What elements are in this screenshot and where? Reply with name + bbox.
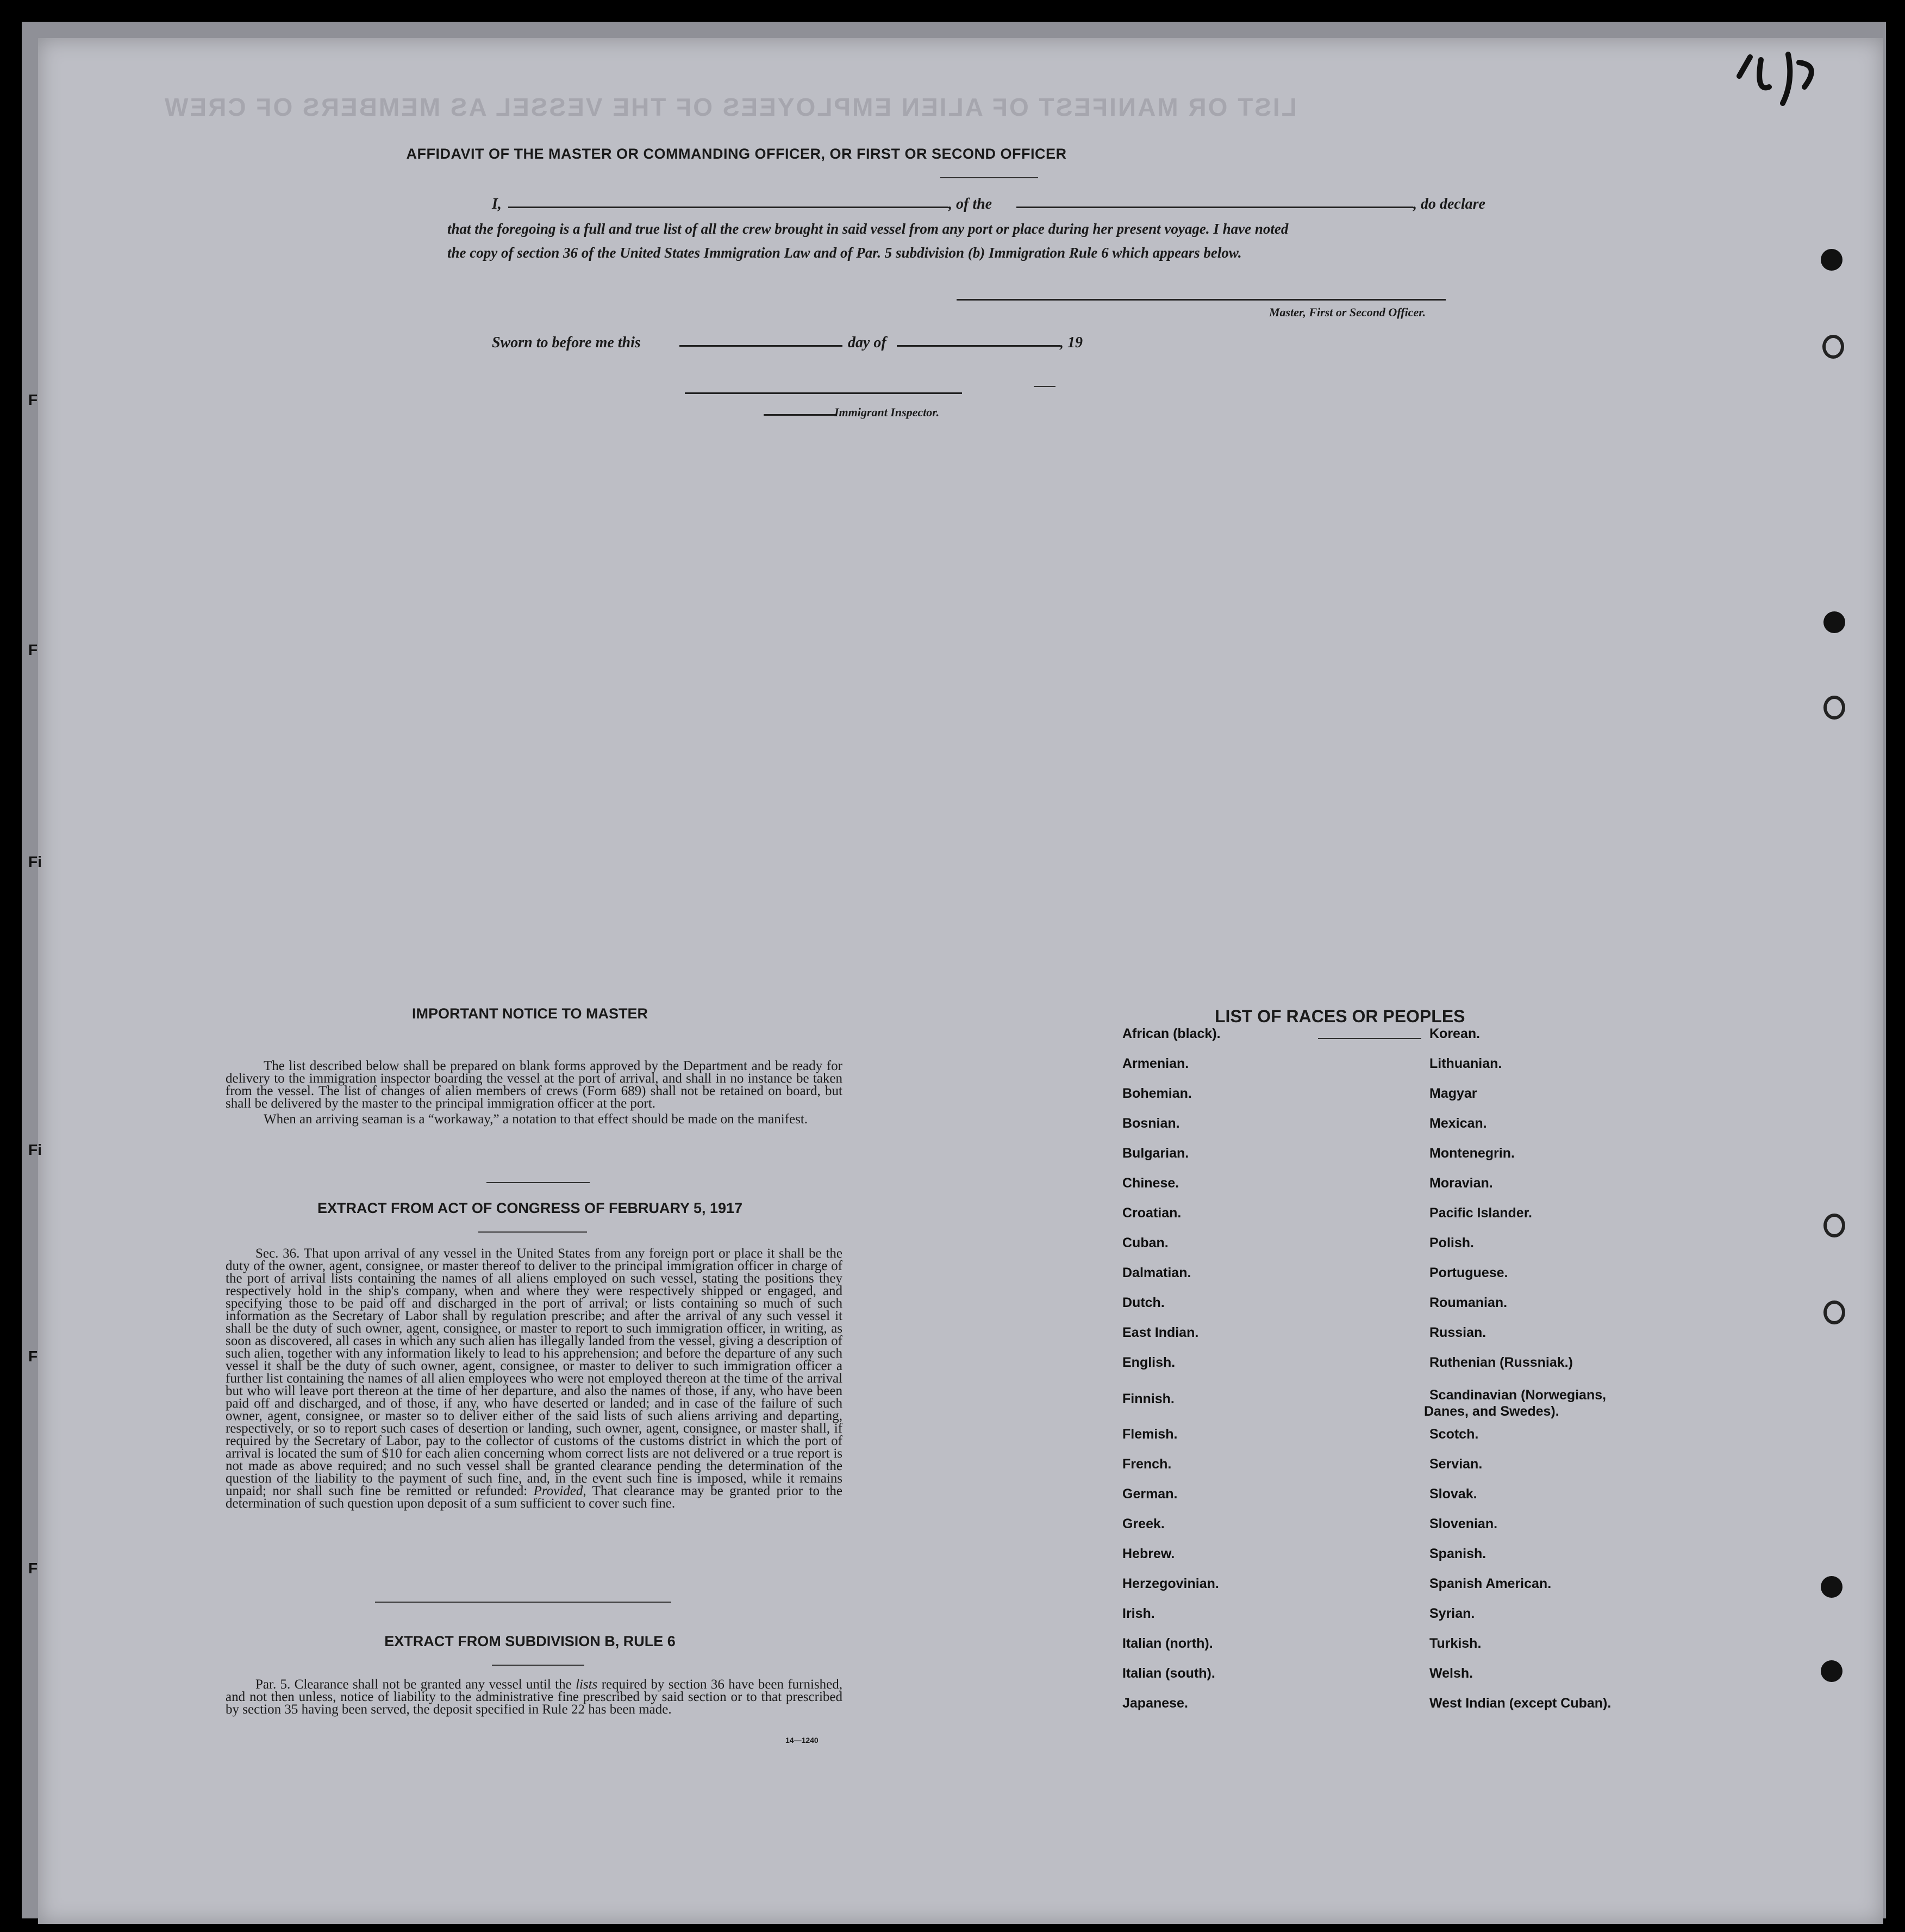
- affidavit-i: I,: [492, 196, 502, 212]
- race-item: Dutch.: [1122, 1295, 1165, 1310]
- race-item: Turkish.: [1429, 1636, 1482, 1651]
- punch-hole: [1823, 1214, 1845, 1237]
- race-item: Ruthenian (Russniak.): [1429, 1355, 1573, 1370]
- race-item: Montenegrin.: [1429, 1146, 1515, 1161]
- extract-act-underline: [478, 1231, 587, 1233]
- sec-36-text: [226, 1247, 842, 1510]
- sworn-month-blank[interactable]: [897, 345, 1060, 347]
- race-item: Bosnian.: [1122, 1116, 1180, 1131]
- race-item: Pacific Islander.: [1429, 1205, 1532, 1221]
- race-item: Spanish American.: [1429, 1576, 1552, 1591]
- officer-signature-line[interactable]: [957, 299, 1446, 301]
- race-item: Lithuanian.: [1429, 1056, 1502, 1071]
- margin-mark: F: [28, 641, 38, 658]
- race-item: Chinese.: [1122, 1176, 1179, 1191]
- race-item: German.: [1122, 1486, 1178, 1502]
- race-item: Welsh.: [1429, 1666, 1473, 1681]
- race-item: African (black).: [1122, 1026, 1221, 1041]
- race-item: Japanese.: [1122, 1696, 1188, 1711]
- inspector-short-line: [764, 414, 837, 416]
- race-item: Greek.: [1122, 1516, 1165, 1531]
- race-item: Armenian.: [1122, 1056, 1189, 1071]
- race-item: Croatian.: [1122, 1205, 1182, 1221]
- race-item: Mexican.: [1429, 1116, 1487, 1131]
- race-item: Herzegovinian.: [1122, 1576, 1219, 1591]
- race-item: Cuban.: [1122, 1235, 1169, 1251]
- notice-divider: [486, 1182, 590, 1183]
- sworn-prefix: Sworn to before me this: [492, 334, 641, 351]
- sec-36-end: That clearance may be granted prior to the determination of such question upon deposit of a sum sufficient to cover such fine.: [226, 1484, 842, 1511]
- race-item: Italian (north).: [1122, 1636, 1213, 1651]
- race-item: Scandinavian (Norwegians,: [1429, 1387, 1607, 1403]
- handwritten-mark-icon: [1728, 43, 1826, 109]
- sec-36-body: That upon arrival of any vessel in the United States from any foreign port or place it shall be the duty of the owner, agent, consignee, or master thereof to deliver to the principal immigration officer in charge of the port of arrival lists containing the names of all aliens employed on such vessel, stating the positions they respectively hold in the ship's company, when and where they were respectively shipped or engaged, and specifying those to be paid off and discharged in the port of arrival; or lists containing so much of such information as the Secretary of Labor shall by regulation prescribe; and after the arrival of any such vessel it shall be the duty of such owner, agent, consignee, or master to report to such immigration officer, in writing, as soon as discovered, all cases in which any such alien has illegally landed from the vessel, giving a description of such alien, together with any information likely to lead to his apprehension; and before the departure of any such vessel it shall be the duty of such owner, agent, consignee, or master to deliver to such immigration officer a further list containing the names of all alien employees who were not employed thereon at the time of the arrival but who will leave port thereon at the time of her departure, and also the names of those, if any, who have been paid off and discharged, and of those, if any, who have deserted or landed; and in case of the failure of such owner, agent, consignee, or master so to deliver either of the said lists of such aliens arriving and departing, respectively, or so to report such cases of desertion or landing, such owner, agent, consignee, or master shall, if required by the Secretary of Labor, pay to the collector of customs of the customs district in which the port of arrival is located the sum of $10 for each alien concerning whom correct lists are not delivered or a true report is not made as above required; and no such vessel shall be granted clearance pending the determination of the question of the liability to the payment of such fine, and, in the event such fine is imposed, while it remains unpaid; nor shall such fine be remitted or refunded:: [226, 1246, 842, 1498]
- races-underline: [1318, 1038, 1421, 1039]
- sworn-day-blank[interactable]: [679, 345, 842, 347]
- extract-rule-underline: [492, 1665, 584, 1666]
- extract-act-title: EXTRACT FROM ACT OF CONGRESS OF FEBRUARY 5, 1917: [317, 1200, 743, 1216]
- notice-title: IMPORTANT NOTICE TO MASTER: [412, 1005, 648, 1022]
- sworn-day-of: day of: [848, 334, 886, 351]
- race-item: East Indian.: [1122, 1325, 1199, 1340]
- race-item: Irish.: [1122, 1606, 1155, 1621]
- race-item: Servian.: [1429, 1456, 1483, 1472]
- race-item: Spanish.: [1429, 1546, 1486, 1561]
- margin-mark: F: [28, 1348, 38, 1365]
- document-page: [38, 38, 1883, 1924]
- notice-body: [226, 1060, 842, 1126]
- race-item: Scotch.: [1429, 1427, 1479, 1442]
- sec-label: Sec. 36.: [255, 1246, 300, 1261]
- race-item: Syrian.: [1429, 1606, 1475, 1621]
- margin-mark: Fi: [28, 853, 42, 870]
- races-title: LIST OF RACES OR PEOPLES: [1215, 1006, 1465, 1026]
- punch-hole: [1822, 335, 1844, 359]
- affidavit-statement-1: that the foregoing is a full and true list of all the crew brought in said vessel from any port or place during her present voyage. I have noted: [447, 221, 1289, 237]
- race-item: Dalmatian.: [1122, 1265, 1191, 1280]
- punch-hole: [1823, 611, 1845, 633]
- title-underline: [940, 177, 1038, 178]
- race-item: Portuguese.: [1429, 1265, 1508, 1280]
- race-item: Hebrew.: [1122, 1546, 1175, 1561]
- par-5-b: required by section 36 have been furnished, and not then unless, notice of liability to the administrative fine prescribed by said section or to that prescribed by section 35 having been served, the deposit specified in Rule 22 has been made.: [226, 1677, 842, 1717]
- officer-signature-label: Master, First or Second Officer.: [1269, 305, 1426, 319]
- race-item: Korean.: [1429, 1026, 1481, 1041]
- race-item: Magyar: [1429, 1086, 1477, 1101]
- notice-paragraph-2: When an arriving seaman is a “workaway,” a notation to that effect should be made on the manifest.: [264, 1112, 808, 1127]
- margin-mark: Fi: [28, 1141, 42, 1158]
- race-item: Slovenian.: [1429, 1516, 1498, 1531]
- race-item: Polish.: [1429, 1235, 1474, 1251]
- race-scandinavian-cont: Danes, and Swedes).: [1424, 1404, 1559, 1419]
- par-5-text: [226, 1678, 842, 1716]
- punch-hole: [1823, 1300, 1845, 1324]
- punch-hole: [1821, 1576, 1842, 1598]
- race-item: Bohemian.: [1122, 1086, 1192, 1101]
- race-item: Flemish.: [1122, 1427, 1178, 1442]
- race-item: Bulgarian.: [1122, 1146, 1189, 1161]
- punch-hole: [1821, 1660, 1842, 1682]
- punch-hole: [1821, 249, 1842, 271]
- affidavit-of-the: , of the: [948, 196, 992, 212]
- affidavit-statement-2: the copy of section 36 of the United States Immigration Law and of Par. 5 subdivision (b) Immigration Rule 6 which appears below.: [447, 245, 1242, 261]
- race-item: French.: [1122, 1456, 1172, 1472]
- affidavit-title: AFFIDAVIT OF THE MASTER OR COMMANDING OFFICER, OR FIRST OR SECOND OFFICER: [406, 146, 1067, 162]
- par-5-a: Par. 5. Clearance shall not be granted any vessel until the: [255, 1677, 572, 1692]
- margin-mark: F: [28, 391, 38, 408]
- race-item: Finnish.: [1122, 1391, 1175, 1406]
- name-blank[interactable]: [508, 207, 948, 208]
- extract-divider: [375, 1602, 671, 1603]
- notice-paragraph-1: The list described below shall be prepared on blank forms approved by the Department and be ready for delivery to the immigration inspector boarding the vessel at the port of arrival, and shall in no instance be taken from the vessel. The list of changes of alien members of crews (Form 689) shall not be retained on board, but shall be delivered by the master to the principal immigration officer at the port.: [226, 1059, 842, 1111]
- margin-mark: F: [28, 1560, 38, 1577]
- bleed-through-heading: LIST OR MANIFEST OF ALIEN EMPLOYEES OF THE VESSEL AS MEMBERS OF CREW: [163, 93, 1297, 121]
- sworn-year: , 19: [1060, 334, 1083, 351]
- lists-word: lists: [576, 1677, 598, 1692]
- extract-rule-title: EXTRACT FROM SUBDIVISION B, RULE 6: [384, 1633, 676, 1649]
- punch-hole: [1823, 696, 1845, 720]
- race-item: Russian.: [1429, 1325, 1486, 1340]
- affidavit-declare: , do declare: [1413, 196, 1485, 212]
- inspector-label: Immigrant Inspector.: [834, 405, 940, 419]
- race-item: Slovak.: [1429, 1486, 1477, 1502]
- race-item: Moravian.: [1429, 1176, 1493, 1191]
- inspector-signature-line[interactable]: [685, 392, 962, 394]
- race-item: Roumanian.: [1429, 1295, 1508, 1310]
- form-number: 14—1240: [785, 1736, 819, 1745]
- race-item: West Indian (except Cuban).: [1429, 1696, 1612, 1711]
- provided-word: Provided,: [533, 1484, 586, 1498]
- race-item: English.: [1122, 1355, 1176, 1370]
- race-item: Italian (south).: [1122, 1666, 1215, 1681]
- small-dash: [1034, 386, 1055, 387]
- vessel-blank[interactable]: [1016, 207, 1413, 208]
